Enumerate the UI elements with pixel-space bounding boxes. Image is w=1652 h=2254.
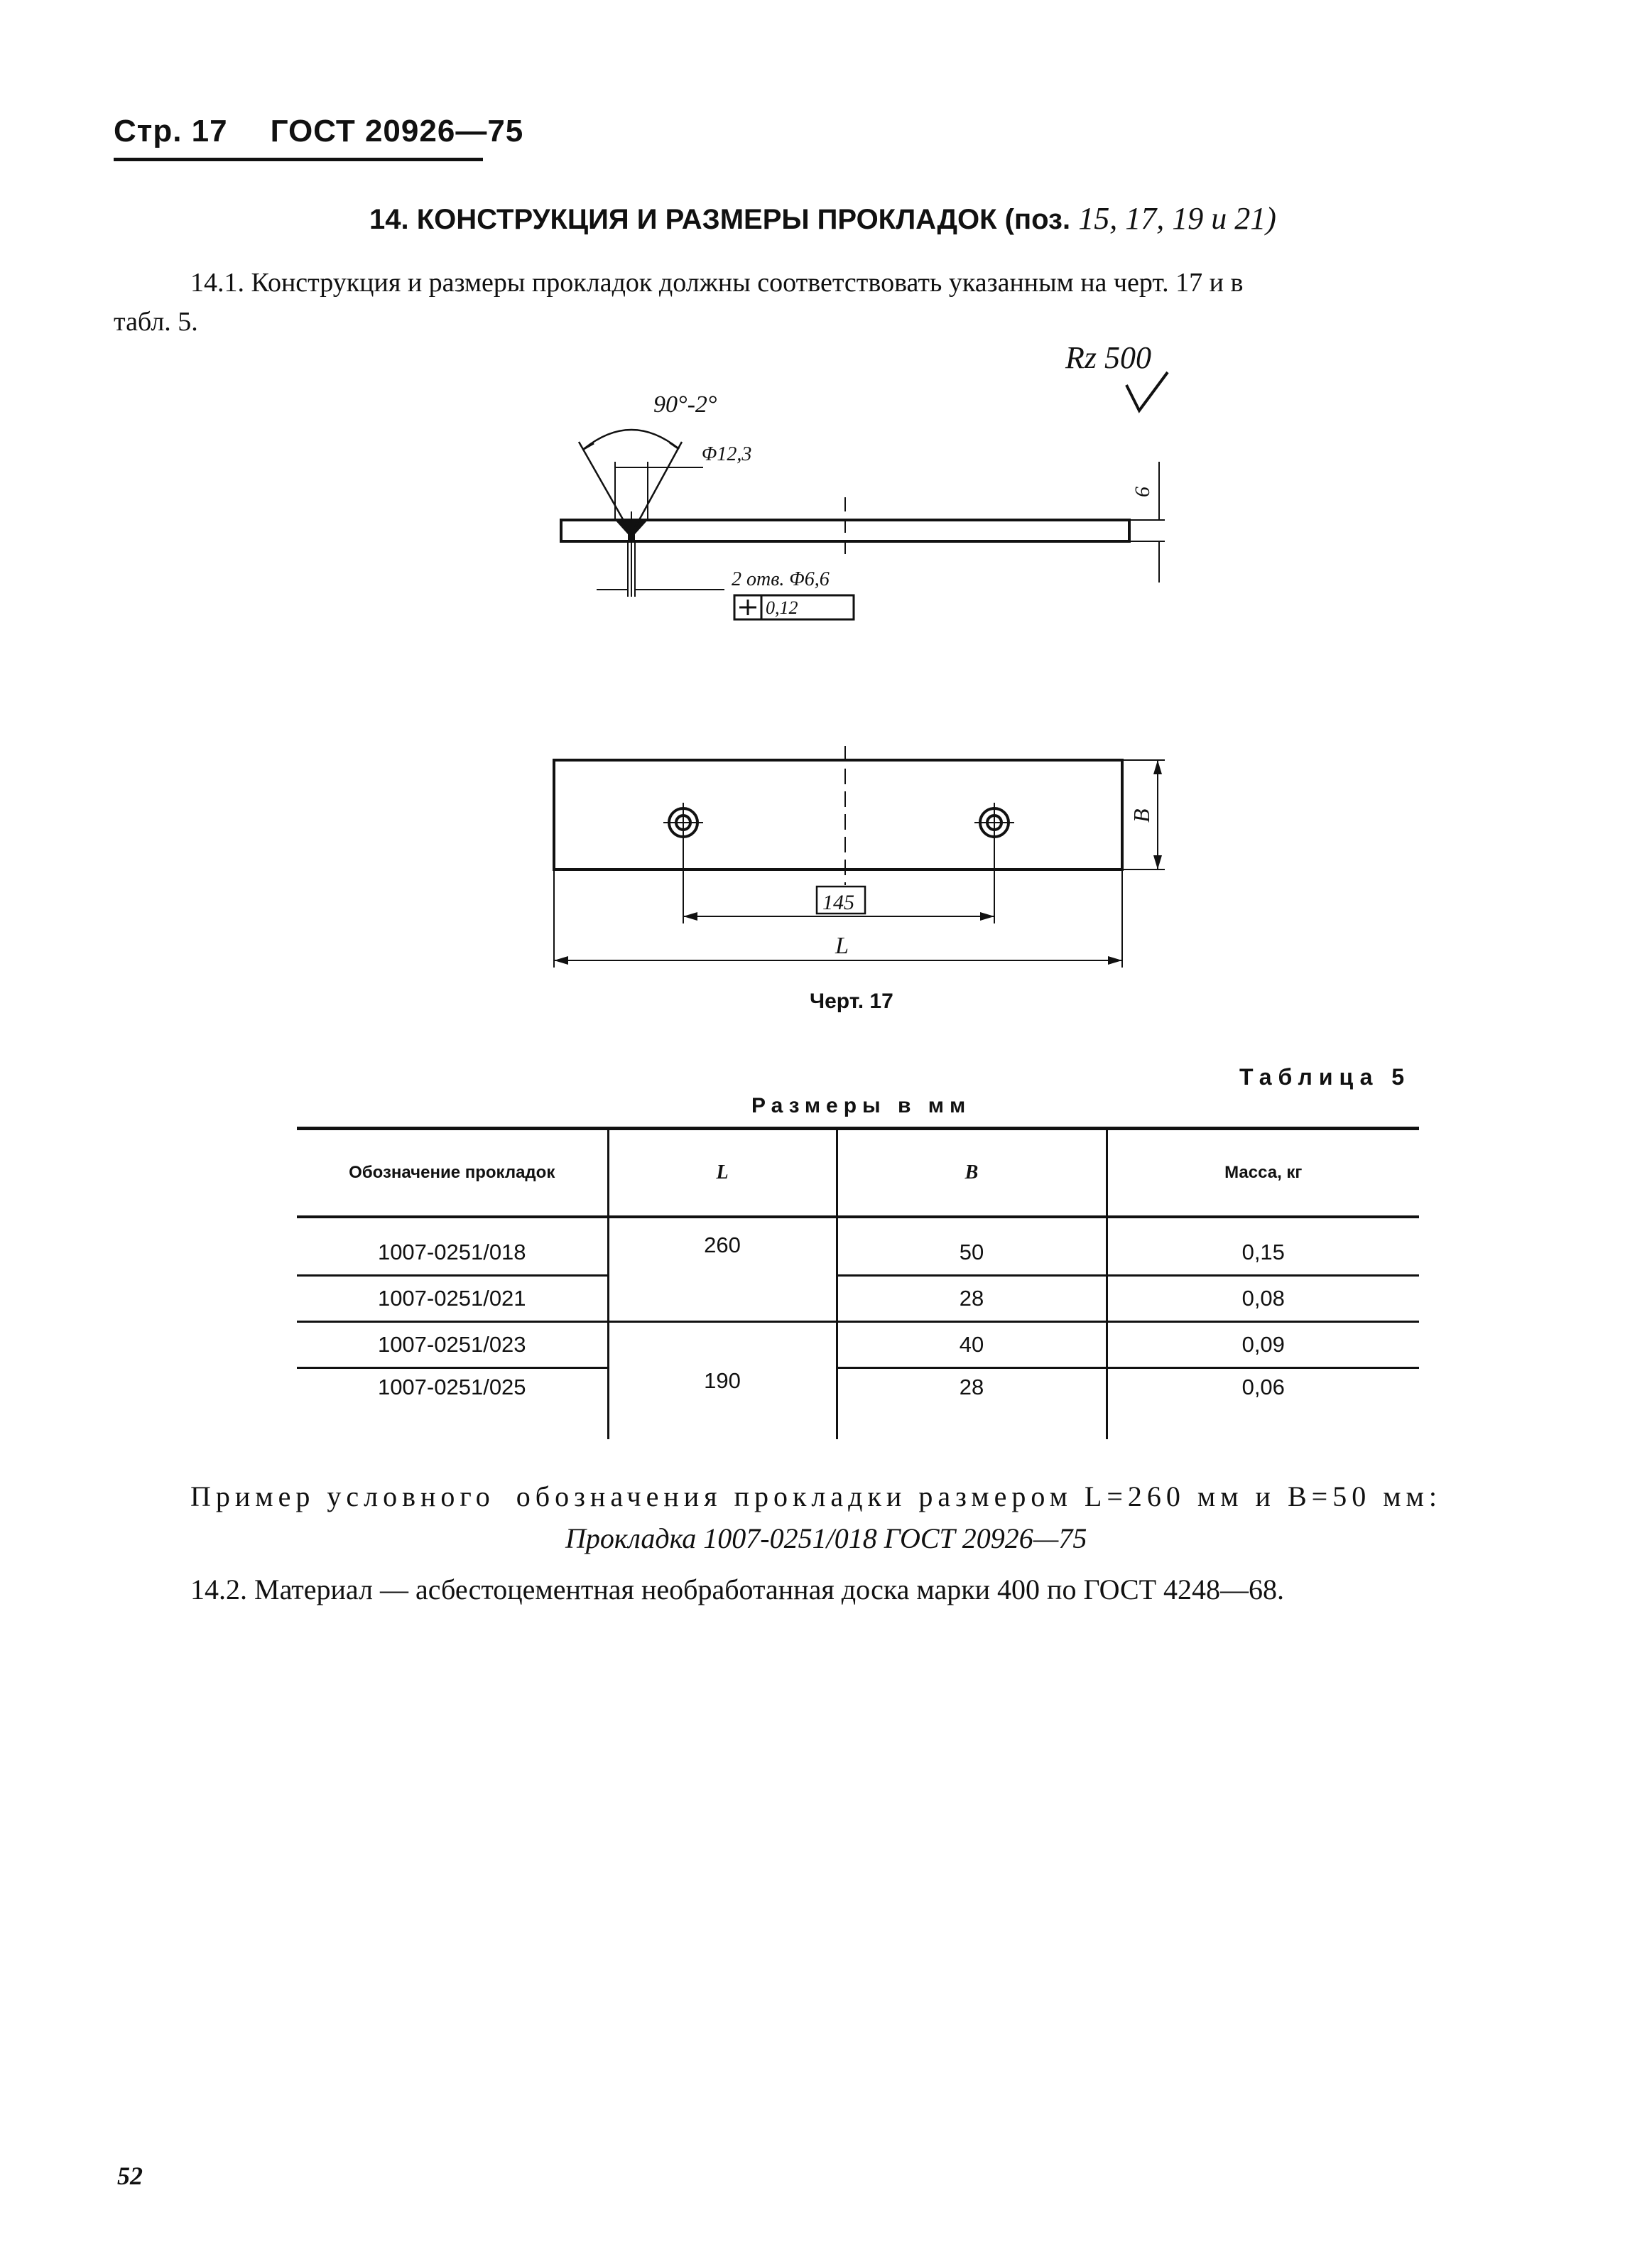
drawing-plan-view [540,746,1193,973]
cell-designation: 1007-0251/018 [297,1217,608,1276]
thickness-label: 6 [1131,487,1154,497]
cell-length: 190 [608,1322,837,1440]
cell-width: 40 [837,1322,1107,1368]
col-length: L [608,1129,837,1218]
cell-mass: 0,08 [1107,1276,1419,1322]
col-width: B [837,1129,1107,1218]
cell-mass: 0,06 [1107,1368,1419,1440]
example-line [190,1480,1442,1513]
table-row [297,1368,1419,1440]
table-row [297,1276,1419,1322]
section-title-text: 14. КОНСТРУКЦИЯ И РАЗМЕРЫ ПРОКЛАДОК (поз. [369,204,1071,235]
cell-width: 28 [837,1276,1107,1322]
paragraph-14-2: 14.2. Материал — асбестоцементная необработанная доска марки 400 по ГОСТ 4248—68. [190,1573,1285,1605]
table-units: Размеры в мм [751,1094,972,1117]
drawing-side-view [540,384,1200,625]
page-number: 52 [117,2162,143,2190]
width-label: B [1129,808,1154,823]
section-title [369,200,1276,237]
table-title: Таблица 5 [1239,1064,1411,1090]
spacing-label: 145 [822,891,854,914]
cell-length: 260 [608,1217,837,1322]
table-header-row [297,1129,1419,1218]
length-label: L [835,933,849,959]
standard-code: ГОСТ 20926—75 [270,114,524,148]
header-rule [114,158,483,161]
hole-left [663,803,703,842]
cell-designation: 1007-0251/021 [297,1276,608,1322]
drawing-caption: Черт. 17 [810,990,893,1013]
page-header [114,114,523,149]
cell-width: 50 [837,1217,1107,1276]
table-row [297,1217,1419,1276]
paragraph-14-1-line1: 14.1. Конструкция и размеры прокладок должны соответствовать указанным на черт. 17 и в [190,268,1244,298]
col-designation: Обозначение прокладок [297,1129,608,1218]
paragraph-14-1-line2: табл. 5. [114,307,198,337]
cell-designation: 1007-0251/025 [377,1375,526,1399]
example-lead: Пример условного [190,1480,495,1512]
example-rest: обозначения прокладки размером L=260 мм и B=50 мм: [516,1480,1442,1512]
cell-width: 28 [837,1368,1107,1440]
page-number-header: Стр. 17 [114,114,228,148]
tolerance-label: 0,12 [766,597,798,618]
cell-mass: 0,15 [1107,1217,1419,1276]
cell-mass: 0,09 [1107,1322,1419,1368]
cell-designation: 1007-0251/023 [297,1322,608,1368]
holes-label: 2 отв. Φ6,6 [732,568,830,590]
hole-right [974,803,1014,842]
table-row [297,1322,1419,1368]
example-designation: Прокладка 1007-0251/018 ГОСТ 20926—75 [565,1522,1087,1554]
countersink-diameter-label: Φ12,3 [702,443,752,465]
col-mass: Масса, кг [1107,1129,1419,1218]
roughness-label: Rz 500 [1065,340,1151,375]
section-title-positions: 15, 17, 19 и 21) [1078,201,1276,236]
plate-plan [554,760,1122,869]
dimensions-table [297,1127,1419,1439]
angle-label: 90°-2° [653,391,717,418]
